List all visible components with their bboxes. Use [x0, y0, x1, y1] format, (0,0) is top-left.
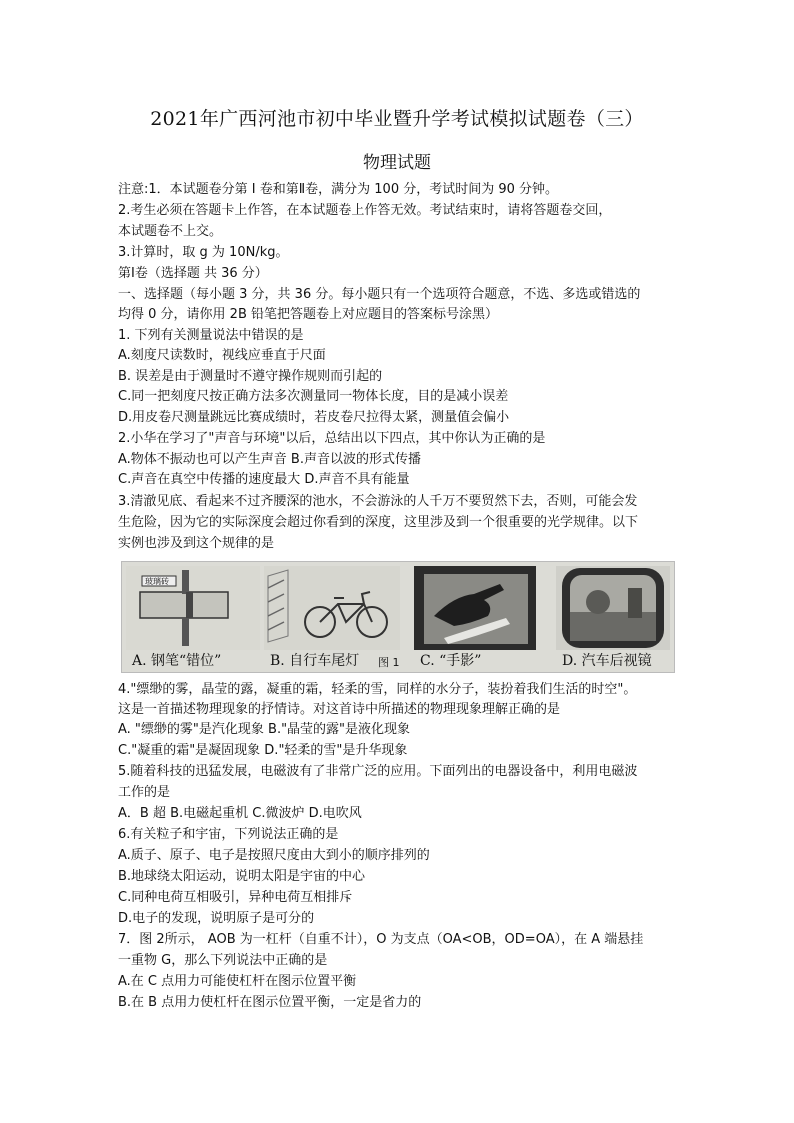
option-line: D.用皮卷尺测量跳远比赛成绩时，若皮卷尺拉得太紧，测量值会偏小	[118, 410, 510, 425]
page-title: 2021年广西河池市初中毕业暨升学考试模拟试题卷（三）	[150, 108, 644, 130]
option-line: C.同种电荷互相吸引，异种电荷互相排斥	[118, 890, 353, 905]
text-line: 第Ⅰ卷（选择题 共 36 分）	[118, 266, 268, 281]
text-line: 工作的是	[118, 785, 171, 800]
option-line: B. 误差是由于测量时不遵守操作规则而引起的	[118, 369, 383, 384]
option-line: A.刻度尺读数时，视线应垂直于尺面	[118, 348, 326, 363]
question-7: 7．图 2所示， AOB 为一杠杆（自重不计），O 为支点（OA<OB，OD=OA），在 A 端悬挂	[118, 932, 644, 947]
option-line: A.物体不振动也可以产生声音 B.声音以波的形式传播	[118, 452, 421, 467]
question-2: 2.小华在学习了"声音与环境"以后，总结出以下四点，其中你认为正确的是	[118, 431, 546, 446]
question-1: 1. 下列有关测量说法中错误的是	[118, 328, 304, 343]
caption-c: C. “手影”	[420, 653, 482, 669]
page-subtitle: 物理试题	[363, 153, 431, 173]
text-line: 本试题卷不上交。	[118, 224, 223, 239]
option-line: C.声音在真空中传播的速度最大 D.声音不具有能量	[118, 472, 410, 487]
option-line: B.地球绕太阳运动，说明太阳是宇宙的中心	[118, 869, 366, 884]
question-4: 4."缥缈的雾，晶莹的露，凝重的霜，轻柔的雪，同样的水分子，装扮着我们生活的时空"。	[118, 682, 637, 697]
option-line: A．B 超 B.电磁起重机 C.微波炉 D.电吹风	[118, 806, 362, 821]
text-line: 一重物 G，那么下列说法中正确的是	[118, 953, 328, 968]
text-line: 实例也涉及到这个规律的是	[118, 536, 275, 551]
text-line: 3.计算时，取 g 为 10N/kg。	[118, 245, 289, 260]
question-3: 3.清澈见底、看起来不过齐腰深的池水，不会游泳的人千万不要贸然下去，否则，可能会发	[118, 494, 638, 509]
text-line: 生危险，因为它的实际深度会超过你看到的深度，这里涉及到一个很重要的光学规律。以下	[118, 515, 639, 530]
caption-b: B. 自行车尾灯	[270, 653, 360, 669]
bicycle-image	[264, 566, 400, 650]
option-line: A.质子、原子、电子是按照尺度由大到小的顺序排列的	[118, 848, 430, 863]
text-line: 这是一首描述物理现象的抒情诗。对这首诗中所描述的物理现象理解正确的是	[118, 702, 561, 717]
glass-label: 玻璃砖	[145, 577, 169, 586]
option-line: A.在 C 点用力可能使杠杆在图示位置平衡	[118, 974, 357, 989]
caption-a: A. 钢笔“错位”	[132, 653, 222, 669]
option-line: C.同一把刻度尺按正确方法多次测量同一物体长度，目的是减小误差	[118, 389, 509, 404]
text-line: 注意:1．本试题卷分第 I 卷和第Ⅱ卷，满分为 100 分，考试时间为 90 分钟。	[118, 182, 559, 197]
figure-1	[121, 561, 675, 673]
option-line: B.在 B 点用力使杠杆在图示位置平衡，一定是省力的	[118, 995, 422, 1010]
question-6: 6.有关粒子和宇宙，下列说法正确的是	[118, 827, 339, 842]
car-mirror-image	[556, 566, 670, 650]
option-line: D.电子的发现，说明原子是可分的	[118, 911, 315, 926]
figure-number: 图 1	[378, 656, 400, 669]
caption-d: D. 汽车后视镜	[562, 653, 652, 669]
text-line: 2.考生必须在答题卡上作答，在本试题卷上作答无效。考试结束时，请将答题卷交回，	[118, 203, 612, 218]
hand-shadow-image	[414, 566, 536, 650]
text-line: 均得 0 分，请你用 2B 铅笔把答题卷上对应题目的答案标号涂黑）	[118, 307, 498, 322]
text-line: 一、选择题（每小题 3 分，共 36 分。每小题只有一个选项符合题意，不选、多选或错选的	[118, 287, 641, 302]
option-line: A. "缥缈的雾"是汽化现象 B."晶莹的露"是液化现象	[118, 722, 411, 737]
pen-glass-image	[126, 566, 260, 650]
option-line: C."凝重的霜"是凝固现象 D."轻柔的雪"是升华现象	[118, 743, 408, 758]
question-5: 5.随着科技的迅猛发展，电磁波有了非常广泛的应用。下面列出的电器设备中，利用电磁波	[118, 764, 638, 779]
